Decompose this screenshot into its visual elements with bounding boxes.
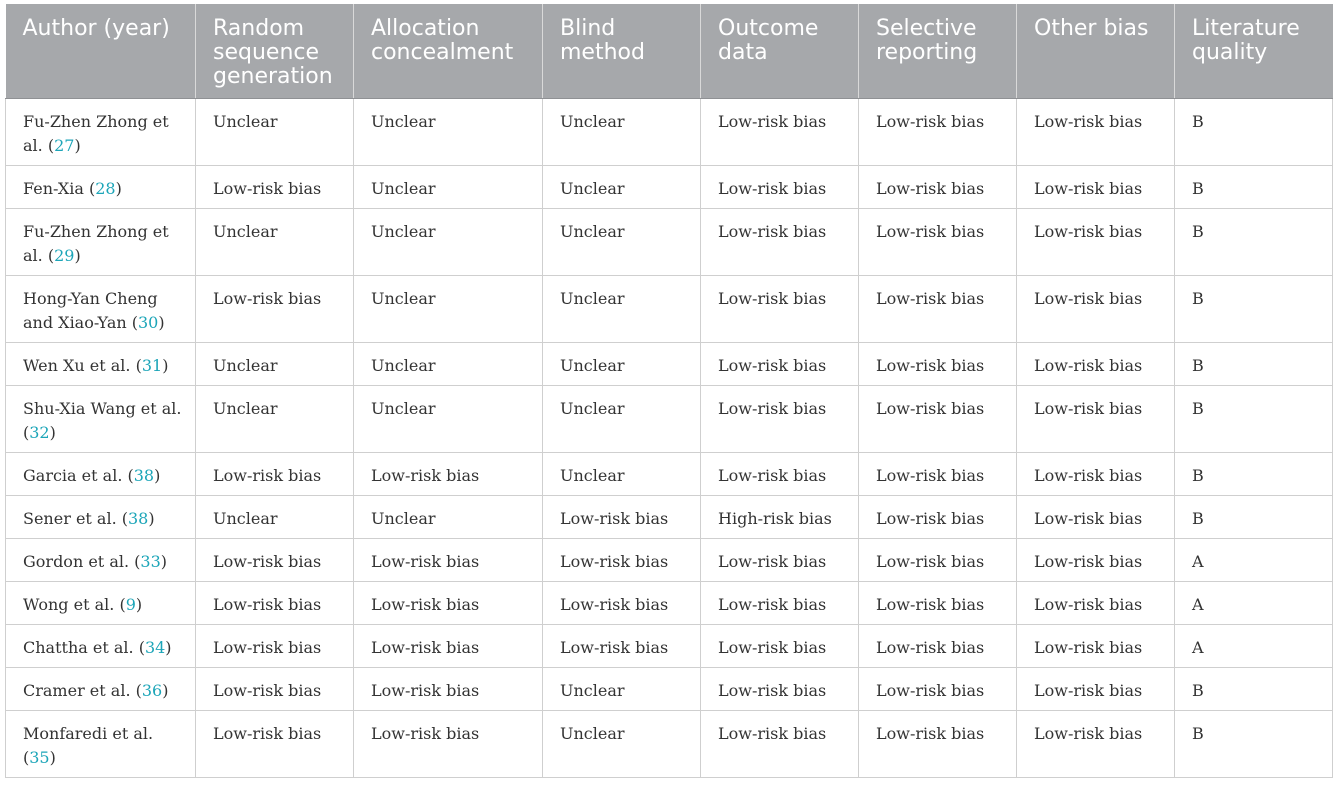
table-row (6, 386, 1333, 453)
table-cell: Unclear (354, 99, 543, 166)
table-cell: B (1175, 276, 1333, 343)
table-cell: Unclear (543, 668, 701, 711)
table-cell: Low-risk bias (859, 386, 1017, 453)
table-cell: Low-risk bias (859, 625, 1017, 668)
table-cell: Unclear (543, 386, 701, 453)
table-row (6, 343, 1333, 386)
table-cell: High-risk bias (701, 496, 859, 539)
header-literature-quality: Literature quality (1175, 4, 1333, 99)
table-cell: Low-risk bias (859, 496, 1017, 539)
reference-link[interactable]: 31 (141, 356, 163, 375)
table-cell: Low-risk bias (354, 711, 543, 778)
table-cell: Unclear (354, 343, 543, 386)
author-name: Wen Xu et al. (23, 356, 131, 375)
table-row (6, 453, 1333, 496)
table-cell: Unclear (543, 711, 701, 778)
reference-link[interactable]: 35 (29, 748, 50, 767)
header-other-bias: Other bias (1017, 4, 1175, 99)
table-cell: Low-risk bias (701, 625, 859, 668)
table-cell: Low-risk bias (196, 453, 354, 496)
table-cell: Low-risk bias (859, 539, 1017, 582)
table-cell: Unclear (196, 209, 354, 276)
reference-link[interactable]: 38 (128, 509, 149, 528)
table-cell: Unclear (543, 99, 701, 166)
author-name: Gordon et al. (23, 552, 130, 571)
table-cell: Low-risk bias (1017, 99, 1175, 166)
table-cell: Low-risk bias (701, 343, 859, 386)
table-row (6, 496, 1333, 539)
author-name: Fu-Zhen Zhong et al. (23, 112, 169, 155)
table-cell: Low-risk bias (354, 453, 543, 496)
table-cell: Unclear (196, 386, 354, 453)
author-cell: Chattha et al. (34) (6, 625, 196, 668)
reference-link[interactable]: 34 (144, 638, 166, 657)
author-name: Fu-Zhen Zhong et al. (23, 222, 169, 265)
author-cell: Hong-Yan Cheng and Xiao-Yan (30) (6, 276, 196, 343)
table-cell: Low-risk bias (354, 582, 543, 625)
table-cell: Low-risk bias (859, 209, 1017, 276)
table-cell: Low-risk bias (701, 209, 859, 276)
author-cell: Wong et al. (9) (6, 582, 196, 625)
table-cell: Low-risk bias (196, 625, 354, 668)
author-name: Wong et al. (23, 595, 115, 614)
table-cell: Low-risk bias (196, 166, 354, 209)
table-cell: Low-risk bias (196, 539, 354, 582)
table-cell: Low-risk bias (701, 453, 859, 496)
table-cell: Low-risk bias (196, 711, 354, 778)
table-cell: Low-risk bias (1017, 343, 1175, 386)
table-cell: Unclear (543, 166, 701, 209)
author-name: Garcia et al. (23, 466, 123, 485)
table-cell: Low-risk bias (701, 539, 859, 582)
header-allocation-concealment: Allocation concealment (354, 4, 543, 99)
table-cell: Low-risk bias (1017, 209, 1175, 276)
risk-of-bias-table-container (5, 4, 1332, 778)
table-cell: Low-risk bias (859, 453, 1017, 496)
table-cell: Unclear (354, 166, 543, 209)
reference-link[interactable]: 27 (54, 136, 75, 155)
author-cell: Garcia et al. (38) (6, 453, 196, 496)
reference-link[interactable]: 28 (95, 179, 116, 198)
table-cell: Unclear (196, 343, 354, 386)
table-cell: Low-risk bias (859, 99, 1017, 166)
table-cell: B (1175, 99, 1333, 166)
table-cell: Low-risk bias (859, 582, 1017, 625)
table-cell: Low-risk bias (859, 668, 1017, 711)
table-cell: Unclear (543, 343, 701, 386)
table-cell: Low-risk bias (354, 539, 543, 582)
header-random-sequence-generation: Random sequence generation (196, 4, 354, 99)
table-cell: Low-risk bias (859, 166, 1017, 209)
table-cell: Low-risk bias (859, 711, 1017, 778)
table-cell: Low-risk bias (1017, 453, 1175, 496)
table-cell: Low-risk bias (196, 276, 354, 343)
table-cell: Low-risk bias (354, 625, 543, 668)
table-cell: Low-risk bias (859, 343, 1017, 386)
author-cell: Shu-Xia Wang et al. (32) (6, 386, 196, 453)
table-row (6, 625, 1333, 668)
header-blind-method: Blind method (543, 4, 701, 99)
reference-link[interactable]: 38 (133, 466, 155, 485)
table-cell: B (1175, 711, 1333, 778)
header-outcome-data: Outcome data (701, 4, 859, 99)
table-cell: Low-risk bias (1017, 166, 1175, 209)
table-cell: B (1175, 453, 1333, 496)
table-cell: Low-risk bias (196, 582, 354, 625)
table-row (6, 99, 1333, 166)
author-name: Sener et al. (23, 509, 117, 528)
table-cell: Low-risk bias (196, 668, 354, 711)
table-cell: Low-risk bias (701, 276, 859, 343)
table-row (6, 582, 1333, 625)
table-cell: Low-risk bias (543, 582, 701, 625)
table-cell: Unclear (354, 386, 543, 453)
table-cell: Low-risk bias (1017, 496, 1175, 539)
reference-link[interactable]: 29 (54, 246, 75, 265)
table-cell: Low-risk bias (701, 166, 859, 209)
author-cell: Wen Xu et al. (31) (6, 343, 196, 386)
table-cell: B (1175, 209, 1333, 276)
author-name: Hong-Yan Cheng and Xiao-Yan (23, 289, 158, 332)
table-cell: Unclear (543, 276, 701, 343)
table-cell: B (1175, 386, 1333, 453)
table-cell: Low-risk bias (1017, 539, 1175, 582)
header-selective-reporting: Selective reporting (859, 4, 1017, 99)
reference-link[interactable]: 36 (141, 681, 163, 700)
table-cell: Low-risk bias (701, 711, 859, 778)
author-cell: Fu-Zhen Zhong et al. (27) (6, 99, 196, 166)
table-cell: Low-risk bias (1017, 625, 1175, 668)
table-cell: Unclear (196, 496, 354, 539)
table-cell: B (1175, 668, 1333, 711)
reference-link[interactable]: 32 (29, 423, 50, 442)
table-cell: Low-risk bias (701, 668, 859, 711)
reference-link[interactable]: 33 (140, 552, 161, 571)
table-cell: Low-risk bias (543, 625, 701, 668)
author-cell: Monfaredi et al. (35) (6, 711, 196, 778)
header-author-year: Author (year) (6, 4, 196, 99)
table-cell: Low-risk bias (701, 99, 859, 166)
author-name: Chattha et al. (23, 638, 134, 657)
table-row (6, 209, 1333, 276)
table-cell: B (1175, 166, 1333, 209)
author-name: Monfaredi et al. (23, 724, 154, 743)
reference-link[interactable]: 9 (125, 595, 136, 614)
table-cell: Low-risk bias (543, 496, 701, 539)
author-name: Shu-Xia Wang et al. (23, 399, 182, 418)
table-cell: A (1175, 625, 1333, 668)
table-row (6, 166, 1333, 209)
author-cell: Gordon et al. (33) (6, 539, 196, 582)
table-body (6, 99, 1333, 778)
author-cell: Fu-Zhen Zhong et al. (29) (6, 209, 196, 276)
table-cell: Unclear (196, 99, 354, 166)
author-cell: Cramer et al. (36) (6, 668, 196, 711)
header-row (6, 4, 1333, 99)
table-cell: Unclear (354, 496, 543, 539)
risk-of-bias-table (5, 4, 1333, 778)
reference-link[interactable]: 30 (138, 313, 159, 332)
table-cell: A (1175, 539, 1333, 582)
author-name: Fen-Xia (23, 179, 84, 198)
table-cell: Low-risk bias (1017, 582, 1175, 625)
table-cell: Low-risk bias (1017, 668, 1175, 711)
table-row (6, 668, 1333, 711)
table-cell: Unclear (543, 209, 701, 276)
table-cell: Low-risk bias (701, 386, 859, 453)
table-cell: Low-risk bias (1017, 711, 1175, 778)
author-name: Cramer et al. (23, 681, 131, 700)
table-cell: Low-risk bias (859, 276, 1017, 343)
table-cell: Low-risk bias (1017, 386, 1175, 453)
table-row (6, 276, 1333, 343)
table-cell: B (1175, 496, 1333, 539)
table-row (6, 711, 1333, 778)
author-cell: Sener et al. (38) (6, 496, 196, 539)
table-cell: Unclear (543, 453, 701, 496)
author-cell: Fen-Xia (28) (6, 166, 196, 209)
table-row (6, 539, 1333, 582)
table-cell: Unclear (354, 209, 543, 276)
table-cell: Unclear (354, 276, 543, 343)
table-cell: Low-risk bias (354, 668, 543, 711)
table-cell: Low-risk bias (543, 539, 701, 582)
table-cell: B (1175, 343, 1333, 386)
table-cell: A (1175, 582, 1333, 625)
table-cell: Low-risk bias (1017, 276, 1175, 343)
table-header (6, 4, 1333, 99)
table-cell: Low-risk bias (701, 582, 859, 625)
